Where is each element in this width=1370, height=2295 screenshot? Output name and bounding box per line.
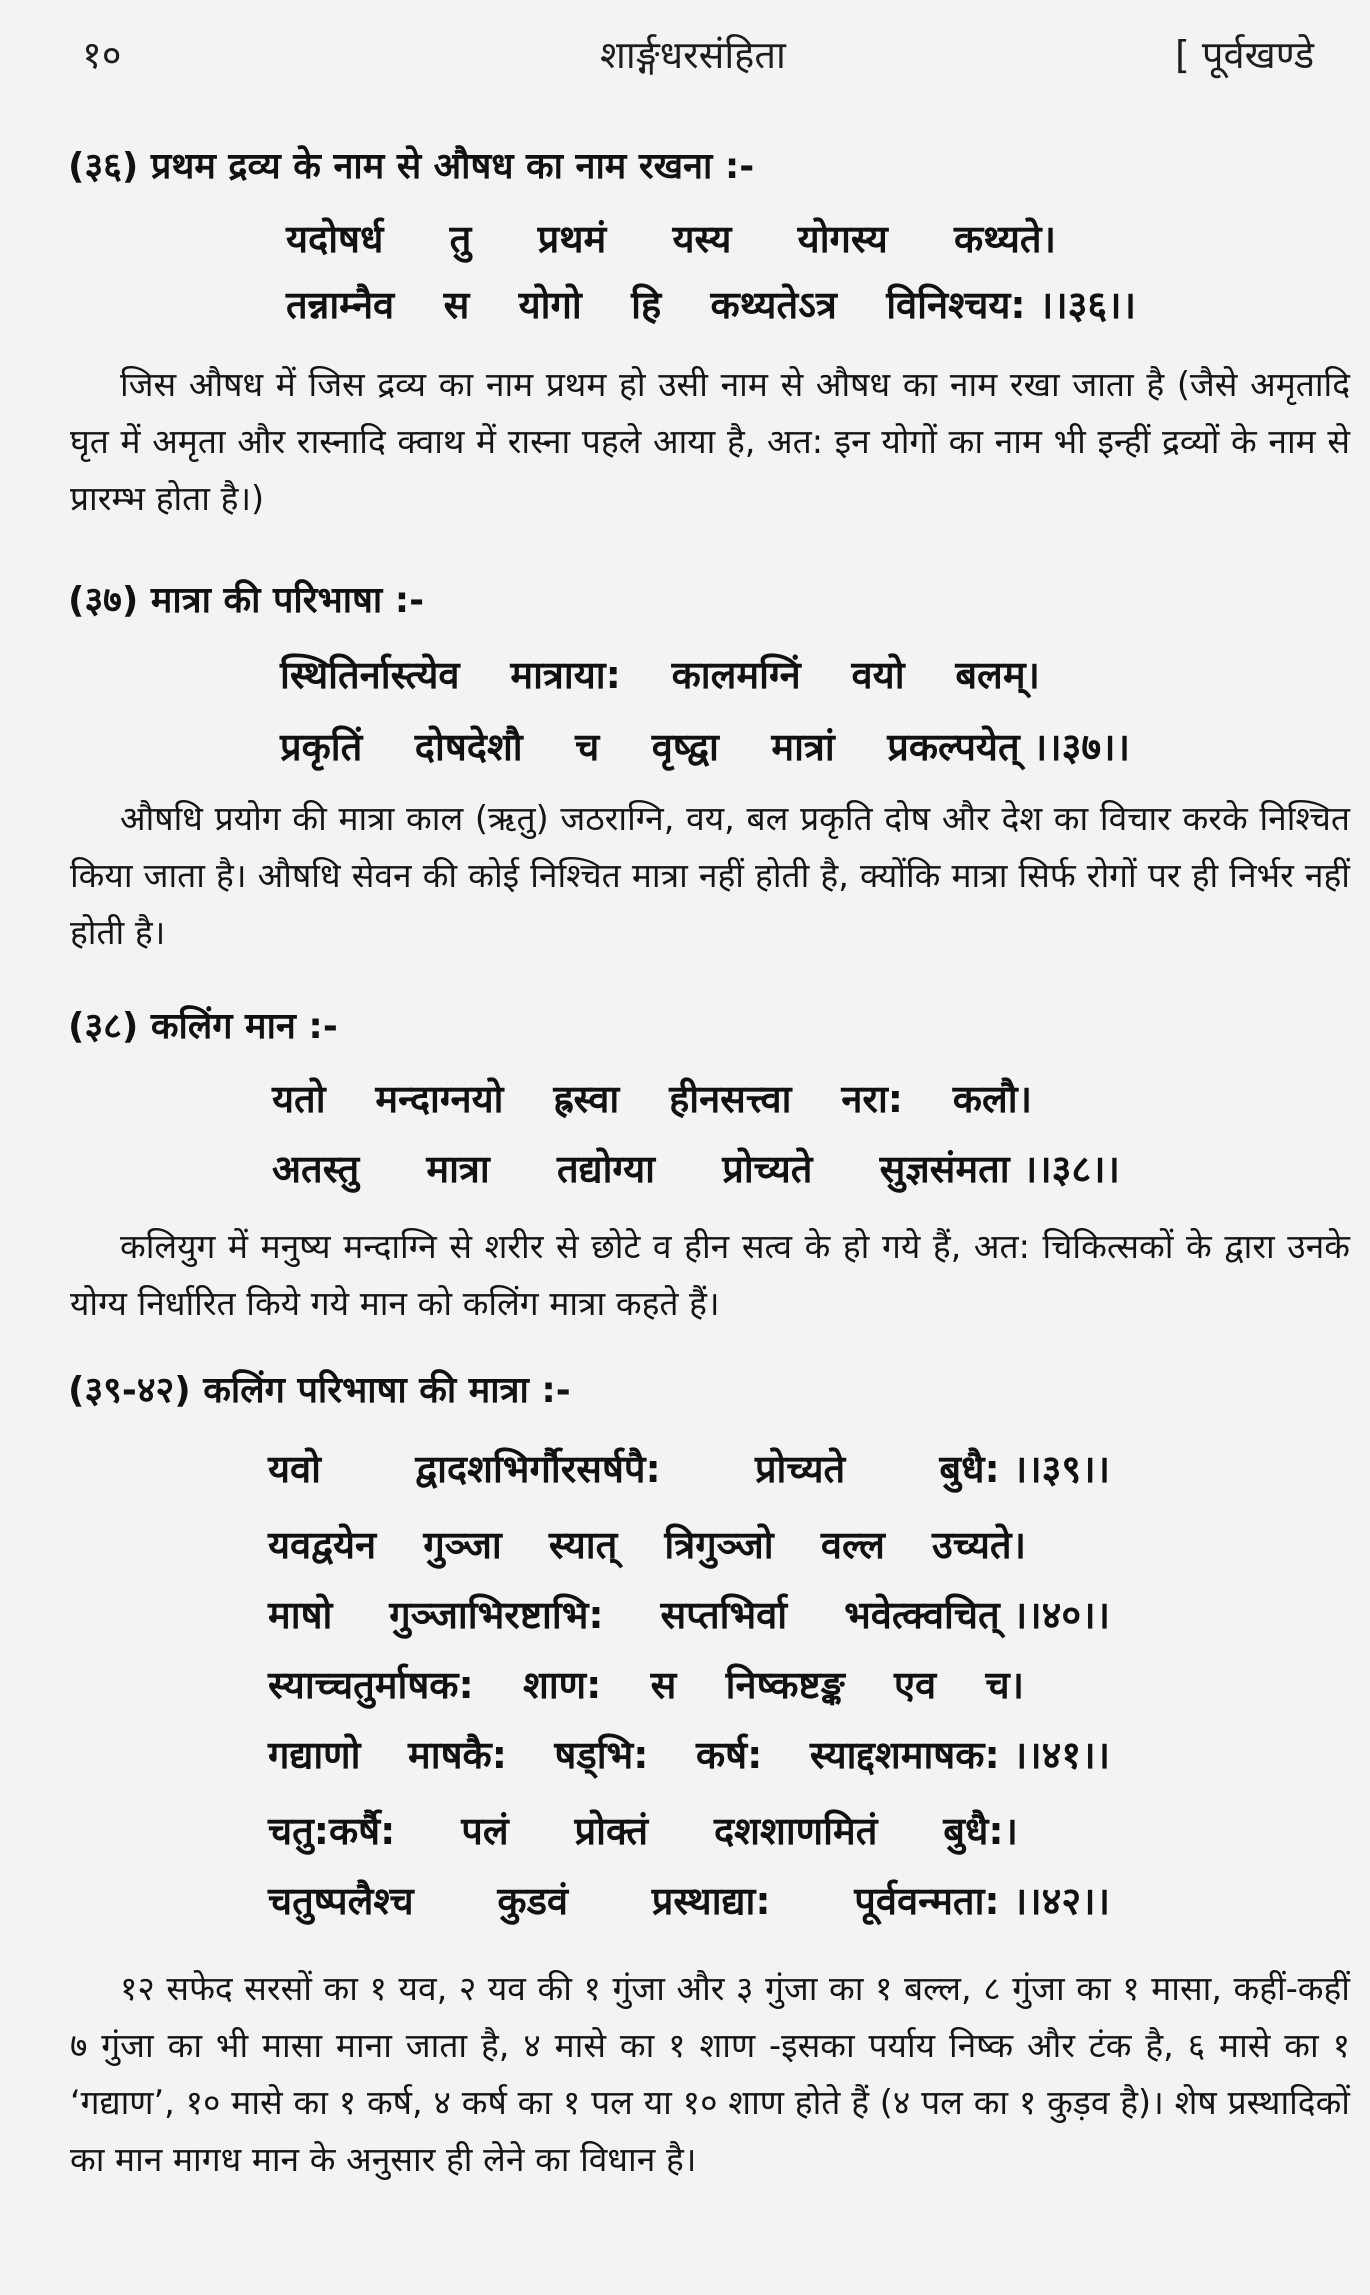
verse-word: कलौ। [952, 1077, 1032, 1121]
heading-37: (३७) मात्रा की परिभाषा :- [68, 580, 425, 621]
verse-word: पूर्ववन्मता: ।।४२।। [854, 1879, 1110, 1923]
verse-word: गुञ्जाभिरष्टाभि: [389, 1593, 604, 1637]
verse-word: मात्रा [426, 1147, 490, 1191]
verse-word: गद्याणो [268, 1733, 361, 1777]
verse-word: मात्रां [771, 725, 835, 769]
explanation-38: कलियुग में मनुष्य मन्दाग्नि से शरीर से छोटे व हीन सत्व के हो गये हैं, अत: चिकित्सकों के द्वारा उनके योग्य निर्धारित किये गये मान को कलिंग मात्रा कहते हैं। [70, 1227, 1350, 1323]
verse-word: स्याच्चतुर्माषक: [268, 1663, 474, 1707]
verse-word: स्यात् [548, 1523, 618, 1567]
verse-word: यवद्वयेन [268, 1523, 377, 1567]
verse-39-line-1 [268, 1442, 1110, 1494]
verse-word: द्वादशभिर्गौरसर्षपै: [415, 1447, 661, 1491]
verse-word: सुज्ञसंमता ।।३८।। [879, 1147, 1120, 1191]
explanation-39-42: १२ सफेद सरसों का १ यव, २ यव की १ गुंजा और ३ गुंजा का १ बल्ल, ८ गुंजा का १ मासा, कहीं-कहीं ७ गुंजा का भी मासा माना जाता है, ४ मासे का १ शाण -इसका पर्याय निष्क और टंक है, ६ मासे का १ ‘गद्याण’, १० मासे का १ कर्ष, ४ कर्ष का १ पल या १० शाण होते हैं (४ पल का १ कुड़व है)। शेष प्रस्थादिकों का मान मागध मान के अनुसार ही लेने का विधान है। [70, 1969, 1350, 2179]
verse-word: स [443, 283, 470, 327]
verse-word: दोषदेशौ [414, 725, 523, 769]
verse-word: कथ्यते। [954, 217, 1056, 261]
verse-word: कालमग्निं [671, 653, 801, 697]
verse-word: तु [449, 217, 472, 261]
verse-word: बुधै:। [943, 1809, 1018, 1853]
verse-word: माषो [268, 1593, 333, 1637]
verse-word: योगस्य [797, 217, 888, 261]
verse-42-line-1 [268, 1804, 1018, 1856]
verse-38-line-1 [272, 1072, 1032, 1124]
book-title: शार्ङ्गधरसंहिता [600, 33, 786, 77]
verse-word: दशशाणमितं [713, 1809, 878, 1853]
verse-40-line-1 [268, 1518, 1026, 1570]
verse-word: यवो [268, 1447, 322, 1491]
verse-37-line-2 [280, 720, 1130, 772]
verse-word: वल्ल [820, 1523, 885, 1567]
verse-word: ह्रस्वा [553, 1077, 620, 1121]
verse-word: प्रस्थाद्या: [651, 1879, 771, 1923]
verse-word: यतो [272, 1077, 326, 1121]
verse-word: भवेत्क्वचित् ।।४०।। [844, 1593, 1110, 1637]
heading-36: (३६) प्रथम द्रव्य के नाम से औषध का नाम रखना :- [68, 146, 755, 187]
verse-word: प्रकल्पयेत् ।।३७।। [887, 725, 1130, 769]
verse-40-line-2 [268, 1588, 1110, 1640]
page-number: १० [82, 33, 122, 77]
heading-39-42: (३९-४२) कलिंग परिभाषा की मात्रा :- [68, 1370, 571, 1411]
verse-word: वृष्द्वा [651, 725, 719, 769]
verse-word: चतु:कर्षै: [268, 1809, 396, 1853]
verse-word: त्रिगुञ्जो [664, 1523, 774, 1567]
verse-word: हि [631, 283, 662, 327]
verse-word: सप्तभिर्वा [660, 1593, 788, 1637]
verse-word: च [575, 725, 600, 769]
verse-word: एव [893, 1663, 937, 1707]
verse-word: हीनसत्त्वा [669, 1077, 792, 1121]
verse-word: चतुष्पलैश्च [268, 1879, 414, 1923]
verse-word: मात्राया: [510, 653, 621, 697]
verse-41-line-2 [268, 1728, 1110, 1780]
verse-38-line-2 [272, 1142, 1120, 1194]
verse-word: योगो [518, 283, 582, 327]
verse-word: स [650, 1663, 677, 1707]
verse-word: बलम्। [955, 653, 1040, 697]
verse-word: च। [985, 1663, 1024, 1707]
verse-word: षड्भि: [554, 1733, 649, 1777]
verse-word: कर्ष: [695, 1733, 763, 1777]
verse-word: माषकै: [408, 1733, 507, 1777]
verse-word: प्रोक्तं [574, 1809, 649, 1853]
verse-word: तद्योग्या [556, 1147, 655, 1191]
verse-word: स्याद्दशमाषक: ।।४१।। [809, 1733, 1110, 1777]
verse-word: पलं [461, 1809, 509, 1853]
verse-word: अतस्तु [272, 1147, 360, 1191]
heading-38: (३८) कलिंग मान :- [68, 1006, 338, 1047]
verse-word: स्थितिर्नास्त्येव [280, 653, 460, 697]
verse-37-line-1 [280, 648, 1040, 700]
verse-word: प्रोच्यते [754, 1447, 846, 1491]
verse-word: शाण: [523, 1663, 602, 1707]
verse-word: उच्यते। [932, 1523, 1026, 1567]
verse-word: नरा: [841, 1077, 903, 1121]
verse-word: प्रथमं [537, 217, 607, 261]
explanation-36: जिस औषध में जिस द्रव्य का नाम प्रथम हो उसी नाम से औषध का नाम रखा जाता है (जैसे अमृतादि घृत में अमृता और रास्नादि क्वाथ में रास्ना पहले आया है, अत: इन योगों का नाम भी इन्हीं द्रव्यों के नाम से प्रारम्भ होता है।) [70, 365, 1350, 518]
verse-word: कथ्यतेऽत्र [710, 283, 837, 327]
verse-word: विनिश्चय: ।।३६।। [886, 283, 1136, 327]
verse-36-line-1 [286, 212, 1056, 264]
verse-word: बुधै: ।।३९।। [939, 1447, 1110, 1491]
verse-word: वयो [851, 653, 905, 697]
verse-36-line-2 [286, 278, 1136, 330]
verse-word: प्रकृतिं [280, 725, 363, 769]
verse-42-line-2 [268, 1874, 1110, 1926]
verse-word: मन्दाग्नयो [375, 1077, 504, 1121]
verse-word: तन्नाम्नैव [286, 283, 395, 327]
verse-word: प्रोच्यते [722, 1147, 813, 1191]
explanation-37: औषधि प्रयोग की मात्रा काल (ऋतु) जठराग्नि, वय, बल प्रकृति दोष और देश का विचार करके निश्चित किया जाता है। औषधि सेवन की कोई निश्चित मात्रा नहीं होती है, क्योंकि मात्रा सिर्फ रोगों पर ही निर्भर नहीं होती है। [70, 799, 1350, 952]
verse-word: कुडवं [497, 1879, 569, 1923]
verse-41-line-1 [268, 1658, 1024, 1710]
verse-word: निष्कष्टङ्क [725, 1663, 845, 1707]
verse-word: यदोषर्ध [286, 217, 384, 261]
section-marker: [ पूर्वखण्डे [1175, 33, 1315, 77]
verse-word: गुञ्जा [423, 1523, 502, 1567]
verse-word: यस्य [672, 217, 732, 261]
